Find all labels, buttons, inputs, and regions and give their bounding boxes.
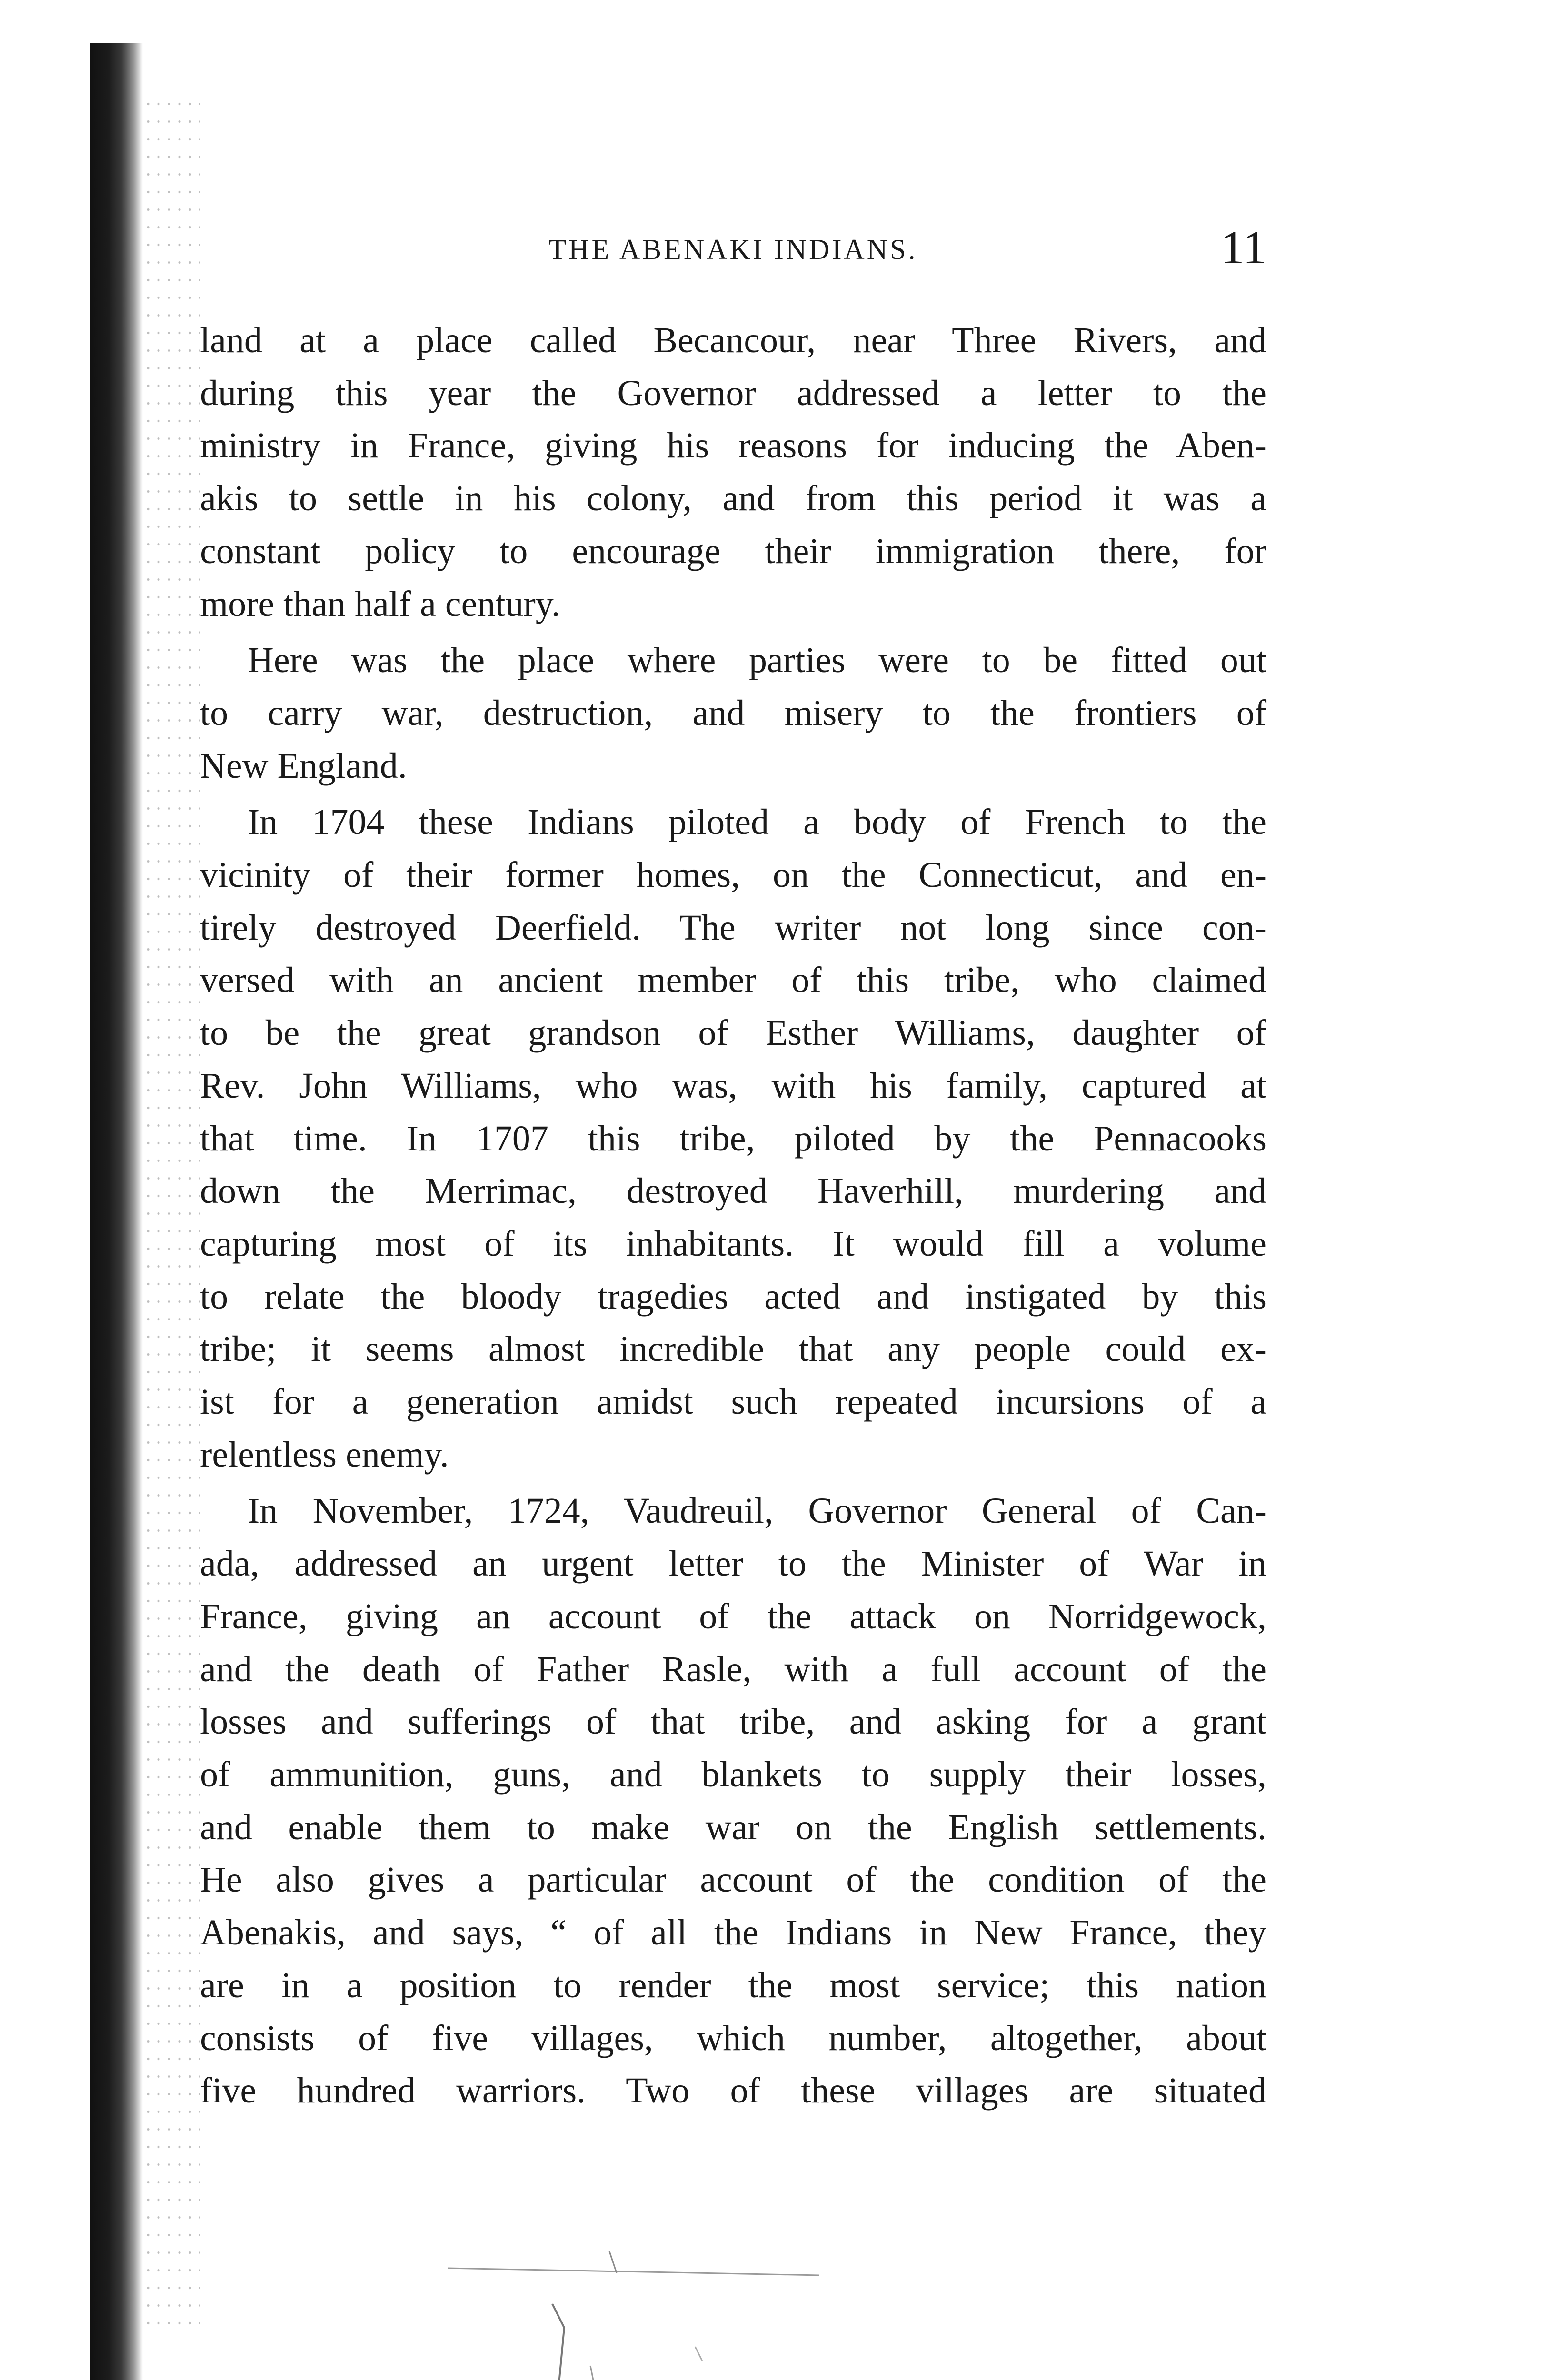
text-line: and enable them to make war on the English settlements. xyxy=(200,1807,1266,1847)
text-line: and the death of Father Rasle, with a full account of the xyxy=(200,1649,1266,1689)
text-line: New England. xyxy=(200,745,407,786)
text-line: five hundred warriors. Two of these villages are situated xyxy=(200,2071,1266,2111)
text-line: ist for a generation amidst such repeated incursions of a xyxy=(200,1382,1266,1422)
text-line: In November, 1724, Vaudreuil, Governor General of Can- xyxy=(248,1491,1266,1531)
text-line: of ammunition, guns, and blankets to supply their losses, xyxy=(200,1754,1266,1795)
running-title: THE ABENAKI INDIANS. xyxy=(548,234,918,265)
paragraph xyxy=(200,314,1266,630)
text-line: losses and sufferings of that tribe, and asking for a grant xyxy=(200,1702,1266,1742)
running-head xyxy=(200,221,1266,290)
page-number: 11 xyxy=(1220,221,1266,274)
text-line: relentless enemy. xyxy=(200,1434,449,1475)
text-line: down the Merrimac, destroyed Haverhill, murdering and xyxy=(200,1171,1266,1211)
text-body xyxy=(200,314,1266,2117)
text-line: to be the great grandson of Esther Williams, daughter of xyxy=(200,1013,1266,1053)
paragraph xyxy=(200,796,1266,1481)
text-line: tirely destroyed Deerfield. The writer not long since con- xyxy=(200,907,1266,948)
paragraph xyxy=(200,1485,1266,2117)
text-line: capturing most of its inhabitants. It would fill a volume xyxy=(200,1223,1266,1264)
text-line: consists of five villages, which number, altogether, about xyxy=(200,2018,1266,2058)
text-line: ada, addressed an urgent letter to the Minister of War in xyxy=(200,1544,1266,1584)
text-line: vicinity of their former homes, on the Connecticut, and en- xyxy=(200,855,1266,895)
text-line: Rev. John Williams, who was, with his family, captured at xyxy=(200,1065,1266,1106)
text-line: France, giving an account of the attack on Norridgewock, xyxy=(200,1596,1266,1636)
pencil-marks xyxy=(429,2247,905,2380)
text-line: Here was the place where parties were to be fitted out xyxy=(248,640,1266,681)
text-line: to carry war, destruction, and misery to the frontiers of xyxy=(200,693,1266,733)
text-line: Abenakis, and says, “ of all the Indians in New France, they xyxy=(200,1913,1266,1953)
text-line: that time. In 1707 this tribe, piloted by the Pennacooks xyxy=(200,1118,1266,1159)
text-line: constant policy to encourage their immigration there, for xyxy=(200,531,1266,571)
text-line: during this year the Governor addressed a letter to the xyxy=(200,373,1266,413)
binding-edge xyxy=(90,43,143,2380)
text-line: ministry in France, giving his reasons for inducing the Aben- xyxy=(200,426,1266,466)
text-line: In 1704 these Indians piloted a body of French to the xyxy=(248,802,1266,843)
text-line: tribe; it seems almost incredible that any people could ex- xyxy=(200,1329,1266,1369)
text-line: are in a position to render the most service; this nation xyxy=(200,1965,1266,2005)
paragraph xyxy=(200,634,1266,792)
text-line: land at a place called Becancour, near Three Rivers, and xyxy=(200,320,1266,360)
binding-speckle xyxy=(143,95,200,2332)
text-line: akis to settle in his colony, and from this period it was a xyxy=(200,478,1266,519)
text-line: versed with an ancient member of this tribe, who claimed xyxy=(200,960,1266,1001)
text-line: He also gives a particular account of the condition of the xyxy=(200,1860,1266,1900)
text-line: more than half a century. xyxy=(200,584,560,624)
text-line: to relate the bloody tragedies acted and instigated by this xyxy=(200,1276,1266,1317)
